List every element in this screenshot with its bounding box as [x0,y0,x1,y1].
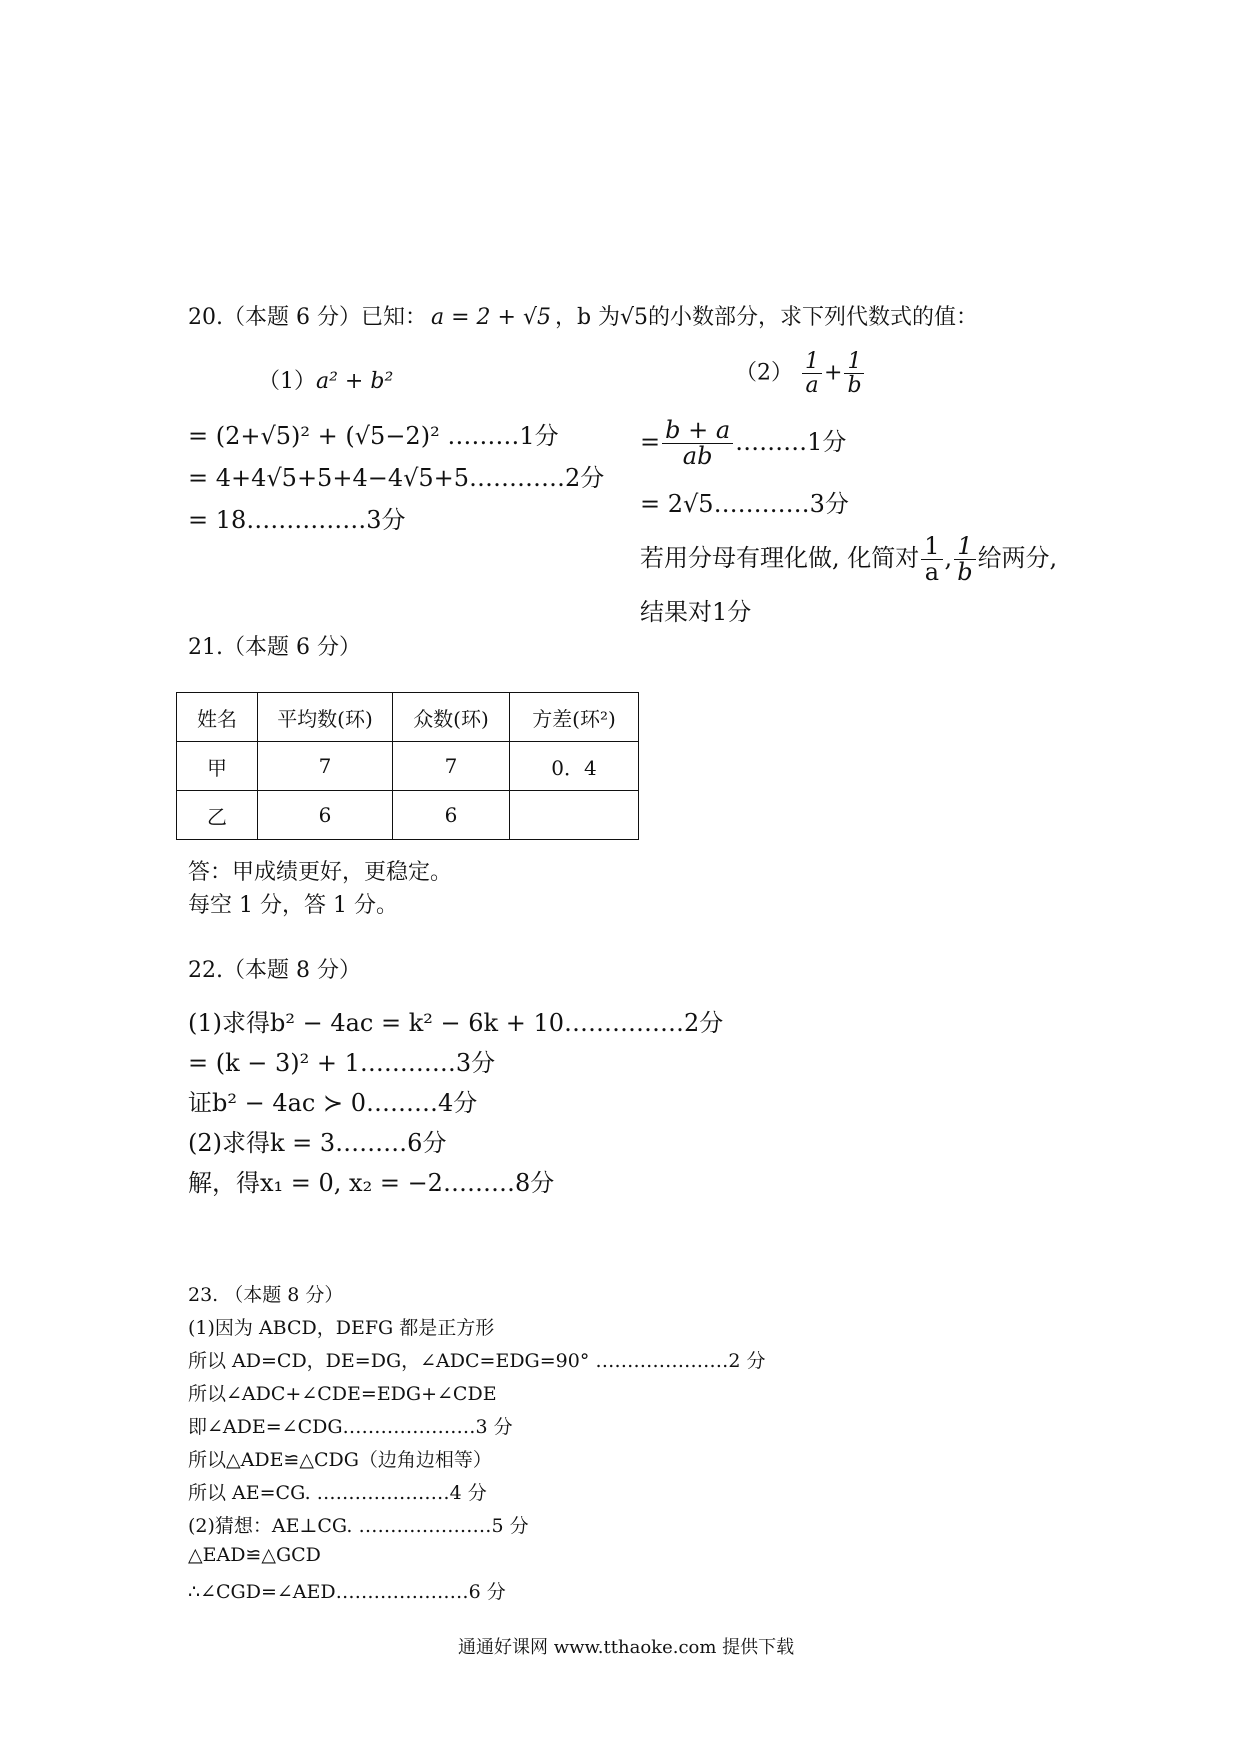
q20-part2-step1: = $\frac{b + a}{ab}$ ………1分 [640,416,847,471]
q20-part2-note: 若用分母有理化做, 化简对 $\frac{1}{a}$ , $\frac{1}{b}$ 给两分, [640,532,1058,587]
q20-part2-frac-1a: $\frac{1}{a}$ [802,350,822,397]
q23-line-9: ∴∠CGD=∠AED…………………6 分 [188,1581,506,1603]
table-cell: 7 [258,742,393,791]
q20-part2-step2: = 2√5…………3分 [640,490,849,518]
q23-header: 23. （本题 8 分） [188,1284,344,1306]
table-row [177,791,639,840]
table-cell: 0．4 [510,742,639,791]
table-cell: 6 [258,791,393,840]
q22-header: 22.（本题 8 分） [188,958,361,983]
page-footer: 通通好课网 www.tthaoke.com 提供下载 [458,1637,795,1658]
table-cell: 6 [393,791,510,840]
q20-part1-step1: = (2+√5)² + (√5−2)² ………1分 [188,422,559,450]
q23-line-3: 所以∠ADC+∠CDE=EDG+∠CDE [188,1383,497,1405]
q23-line-5: 所以△ADE≌△CDG（边角边相等） [188,1449,492,1471]
table-header-row [177,693,639,742]
table-header-cell: 平均数(环) [258,693,393,742]
q22-line-3: 证b² − 4ac ≻ 0………4分 [188,1089,478,1117]
table-header-cell: 姓名 [177,693,258,742]
table-cell [510,791,639,840]
q20-part2-frac-1b: $\frac{1}{b}$ [844,350,864,397]
q23-line-1: (1)因为 ABCD，DEFG 都是正方形 [188,1317,495,1339]
q20-part2-note-line2: 结果对1分 [640,598,752,626]
q23-line-4: 即∠ADE=∠CDG…………………3 分 [188,1416,513,1438]
q22-line-5: 解，得x₁ = 0, x₂ = −2………8分 [188,1169,555,1197]
q23-line-6: 所以 AE=CG. …………………4 分 [188,1482,487,1504]
table-cell: 7 [393,742,510,791]
q22-line-4: (2)求得k = 3………6分 [188,1129,447,1157]
q20-part2-label: （2） $\frac{1}{a}$ + $\frac{1}{b}$ [735,350,867,397]
q21-scoring: 每空 1 分，答 1 分。 [188,893,398,918]
q23-line-2: 所以 AD=CD，DE=DG，∠ADC=EDG=90° …………………2 分 [188,1350,766,1372]
q20-note-frac-a: $\frac{1}{a}$ [921,534,942,585]
q20-header: 20.（本题 6 分）已知： a = 2 + √5 ，b 为√5的小数部分，求下列代数式的值： [188,305,979,330]
q21-score-table [176,692,639,840]
q23-line-8: △EAD≌△GCD [188,1544,321,1566]
table-cell: 乙 [177,791,258,840]
q22-line-2: = (k − 3)² + 1…………3分 [188,1049,496,1077]
table-row [177,742,639,791]
q22-line-1: (1)求得b² − 4ac = k² − 6k + 10……………2分 [188,1009,724,1037]
table-cell: 甲 [177,742,258,791]
q23-line-7: (2)猜想：AE⊥CG. …………………5 分 [188,1515,529,1537]
q21-header: 21.（本题 6 分） [188,635,361,660]
q20-part1-step2: = 4+4√5+5+4−4√5+5…………2分 [188,464,605,492]
q20-part1-step3: = 18……………3分 [188,506,406,534]
q21-answer: 答：甲成绩更好，更稳定。 [188,860,453,885]
table-header-cell: 方差(环²) [510,693,639,742]
table-header-cell: 众数(环) [393,693,510,742]
q20-note-frac-b: $\frac{1}{b}$ [954,534,975,585]
q20-a-definition: a = 2 + √5 [430,305,551,330]
q20-part1-label: （1）a² + b² [258,369,394,394]
q20-part2-frac-sum: $\frac{b + a}{ab}$ [662,418,733,469]
